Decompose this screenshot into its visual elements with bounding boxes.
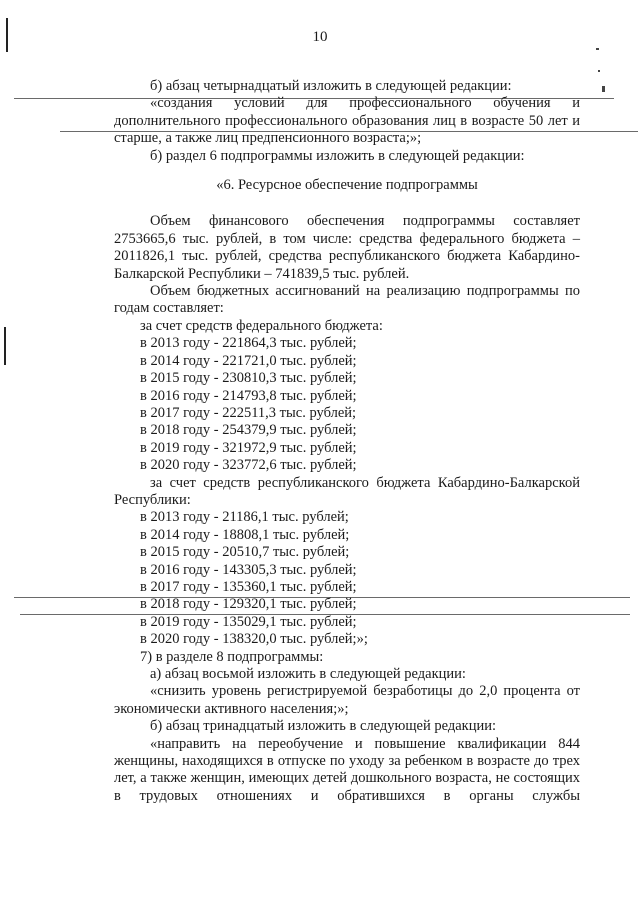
paragraph: б) абзац четырнадцатый изложить в следующей редакции: (150, 78, 512, 94)
paragraph: в 2013 году - 21186,1 тыс. рублей; (140, 509, 349, 526)
paragraph: «6. Ресурсное обеспечение подпрограммы (216, 177, 478, 194)
paragraph: Объем финансового обеспечения подпрограммы составляет 2753665,6 тыс. рублей, в том числе: средства федерального бюджета – 2011826,1 тыс. рублей, средства республиканского бюджета Кабардино-Балкарской Республики – 741839,5 тыс. рублей. (114, 213, 580, 282)
paragraph: в 2017 году - 135360,1 тыс. рублей; (140, 578, 357, 595)
scan-speck (596, 48, 599, 50)
paragraph: в 2016 году - 214793,8 тыс. рублей; (140, 387, 357, 404)
paragraph: в 2017 году - 222511,3 тыс. рублей; (140, 404, 357, 421)
paragraph: 7) в разделе 8 подпрограммы: (140, 648, 324, 665)
paragraph: в 2015 году - 230810,3 тыс. рублей; (140, 370, 357, 387)
scan-speck (598, 70, 600, 72)
paragraph: в 2013 году - 221864,3 тыс. рублей; (140, 335, 357, 352)
scan-edge-mark (4, 327, 6, 365)
paragraph: в 2016 году - 143305,3 тыс. рублей; (140, 561, 357, 578)
paragraph: в 2018 году - 129320,1 тыс. рублей; (140, 596, 357, 613)
paragraph: «создания условий для профессионального обучения и дополнительного профессионального образования лиц в возрасте 50 лет и старше, а также лиц предпенсионного возраста;»; (114, 95, 580, 147)
paragraph: в 2019 году - 321972,9 тыс. рублей; (140, 439, 357, 456)
paragraph: в 2020 году - 138320,0 тыс. рублей;»; (140, 631, 368, 648)
paragraph: в 2018 году - 254379,9 тыс. рублей; (140, 422, 357, 439)
page-number: 10 (312, 29, 328, 45)
paragraph: в 2020 году - 323772,6 тыс. рублей; (140, 457, 357, 474)
paragraph: «снизить уровень регистрируемой безработицы до 2,0 процента от экономически активного населения;»; (114, 683, 580, 717)
document-body (114, 78, 580, 805)
paragraph: в 2015 году - 20510,7 тыс. рублей; (140, 544, 350, 561)
paragraph: «направить на переобучение и повышение квалификации 844 женщины, находящихся в отпуске по уходу за ребенком в возрасте до трех лет, а также женщин, имеющих детей дошкольного возраста, не состоящих в трудовых отношениях и обратившихся в органы службы (114, 735, 580, 804)
paragraph: б) раздел 6 подпрограммы изложить в следующей редакции: (150, 147, 525, 164)
paragraph: за счет средств федерального бюджета: (140, 317, 383, 334)
scan-speck (602, 86, 605, 92)
paragraph: в 2014 году - 18808,1 тыс. рублей; (140, 526, 350, 543)
paragraph: Объем бюджетных ассигнований на реализацию подпрограммы по годам составляет: (114, 283, 580, 317)
paragraph: в 2014 году - 221721,0 тыс. рублей; (140, 352, 357, 369)
paragraph: б) абзац тринадцатый изложить в следующей редакции: (150, 718, 497, 735)
paragraph: за счет средств республиканского бюджета Кабардино-Балкарской Республики: (114, 474, 580, 508)
paragraph: а) абзац восьмой изложить в следующей редакции: (150, 666, 466, 682)
paragraph: в 2019 году - 135029,1 тыс. рублей; (140, 613, 357, 630)
